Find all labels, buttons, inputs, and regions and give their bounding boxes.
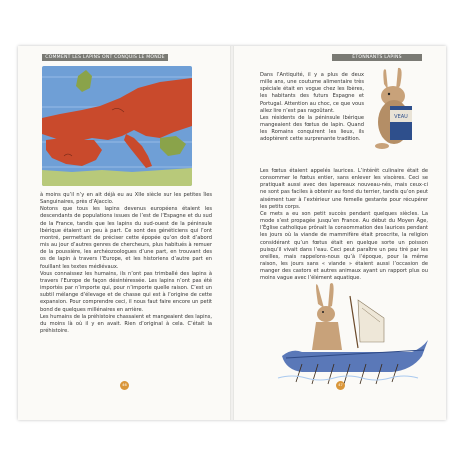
paragraph: à moins qu’il n’y en ait déjà eu au XIIe siècle sur les petites îles Sanguinaires, près d’Ajaccio. [40, 192, 212, 206]
left-page [18, 46, 232, 420]
right-page [232, 46, 446, 420]
left-page-number: 46 [120, 381, 129, 390]
paragraph: Les résidents de la péninsule Ibérique mangeaient des fœtus de lapin. Quand les Romains conquirent les lieux, ils adoptèrent cette surprenante tradition. [260, 114, 364, 143]
paragraph: Les humains de la préhistoire chassaient et mangeaient des lapins, du moins là où il y en avait. Rien d’original à cela. C’était la préhistoire. [40, 313, 212, 334]
paragraph: Dans l’Antiquité, il y a plus de deux mille ans, une coutume alimentaire très spéciale était en vogue chez les Ibères, les habitants des futurs Espagne et Portugal. Attention au choc, ce que vous allez lire n’est pas ragoûtant. [260, 72, 364, 114]
paragraph: Vous connaissez les humains, ils n’ont pas trimballé des lapins à travers l’Europe de façon désintéressée. Les lapins n’ont pas été importés par n’importe qui, pour n’importe quelle raison. C’est un subtil mélange d’élevage et de chasse qui est à l’origine de cette expansion. Pour comprendre ceci, il nous faut faire encore un petit bond de quelques millénaires en arrière. [40, 270, 212, 313]
tin-label: VEAU [394, 114, 408, 120]
right-page-number: 47 [336, 381, 345, 390]
paragraph: Ce mets a eu son petit succès pendant quelques siècles. La mode s’est propagée jusqu’en France. Au début du Moyen Âge, l’Église catholique prônait la consommation des laurices pendant les jours où la viande de mammifère était proscrite, la religion considérant qu’un fœtus était en quelque sorte un poisson puisqu’il vivait dans l’eau. Ceci peut paraître un peu tiré par les oreilles, mais rappelons-nous qu’à l’époque, pour la même raison, les jours sans « viande » étaient aussi l’occasion de manger des castors et autres animaux ayant un rapport plus ou moins vague avec l’élément aquatique. [260, 210, 428, 282]
paragraph: Notons que tous les lapins devenus européens étaient les descendants de populations issues de l’est de l’Espagne et du sud de la France, tandis que les lapins du sud-ouest de la péninsule Ibérique étaient un peu à part. Ce sont des généticiens qui l’ont montré, permettant de préciser cette épopée qu’on doit d’abord mis au jour d’autres genres de chercheurs, plus habitués à remuer de la poussière, les archéozoologues d’une part, en trouvant des os de lapin à travers l’Europe, et les historiens d’autre part en fouillant les textes médiévaux. [40, 206, 212, 270]
right-page-body-top [260, 72, 364, 144]
book-spread [18, 46, 446, 420]
left-page-body [40, 192, 212, 335]
rabbit-on-boat-illustration [272, 278, 432, 398]
rabbit-with-tin-illustration [368, 66, 426, 152]
right-running-header: ÉTONNANTS LAPINS [332, 54, 422, 61]
left-running-header: COMMENT LES LAPINS ONT CONQUIS LE MONDE [42, 54, 168, 61]
right-page-body-main [260, 168, 428, 283]
europe-map-illustration [42, 66, 192, 186]
paragraph: Les fœtus étaient appelés laurices. L’intérêt culinaire était de consommer le fœtus entier, sans enlever les viscères. Ceci se pratiquait aussi avec des lapereaux nouveau-nés, mais ceux-ci ne sont pas faciles à obtenir au fond du terrier, tandis qu’on peut aisément tuer à l’extérieur une femelle gestante pour récupérer les petits corps. [260, 168, 428, 210]
